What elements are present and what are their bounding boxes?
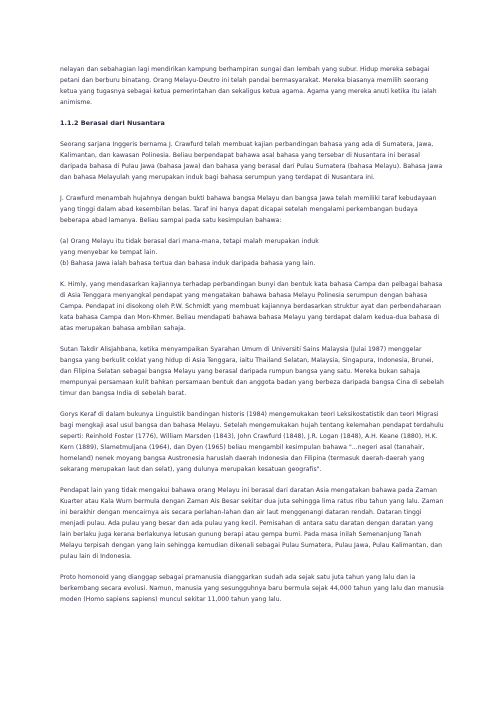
list-item-b: (b) Bahasa Jawa ialah bahasa tertua dan bahasa induk daripada bahasa yang lain. xyxy=(60,260,316,267)
list-item-a-line-2: yang menyebar ke tempat lain. xyxy=(60,249,158,256)
paragraph-gorys-keraf: Gorys Keraf di dalam bukunya Linguistik bandingan historis (1984) mengemukakan teori Leksikostatistik dan teori Migrasi bagi mengkaji asal usul bangsa dan bahasa Melayu. Setelah mengemukakan hujah tentang kelemahan pendapat terdahulu seperti: Reinhold Foster (1776), William Marsden (1843), John Crawfurd (1848), J.R. Logan (1848), A.H. Keane (1880), H.K. Kern (1889), Slametmuljana (1964), dan Dyen (1965) beliau mengambil kesimpulan bahawa "...negeri asal (tanahair, homeland) nenek moyang bangsa Austronesia haruslah daerah Indonesia dan Filipina (termasuk daerah-daerah yang sekarang merupakan laut dan selat), yang dulunya merupakan kesatuan geografis". xyxy=(60,411,444,473)
paragraph-ice-age: Pendapat lain yang tidak mengakui bahawa orang Melayu ini berasal dari daratan Asia mengatakan bahawa pada Zaman Kuarter atau Kala Wurn bermula dengan Zaman Ais Besar sekitar dua juta sehingga lima ratus ribu tahun yang lalu. Zaman ini berakhir dengan mencairnya ais secara perlahan-lahan dan air laut menggenangi dataran rendah. Dataran tinggi menjadi pulau. Ada pulau yang besar dan ada pulau yang kecil. Pemisahan di antara satu daratan dengan daratan yang lain berlaku juga kerana berlakunya letusan gunung berapi atau gempa bumi. Pada masa inilah Semenanjung Tanah Melayu terpisah dengan yang lain sehingga kemudian dikenali sebagai Pulau Sumatera, Pulau Jawa, Pulau Kalimantan, dan pulau lain di Indonesia. xyxy=(60,487,444,560)
paragraph-crawfurd-argument: J. Crawfurd menambah hujahnya dengan bukti bahawa bangsa Melayu dan bangsa Jawa telah memiliki taraf kebudayaan yang tinggi dalam abad kesembilan belas. Taraf ini hanya dapat dicapai setelah mengalami perkembangan budaya beberapa abad lamanya. Beliau sampai pada satu kesimpulan bahawa: xyxy=(60,195,437,224)
paragraph-crawfurd-comparison: Seorang sarjana Inggeris bernama J. Crawfurd telah membuat kajian perbandingan bahasa yang ada di Sumatera, Jawa, Kalimantan, dan kawasan Polinesia. Beliau berpendapat bahawa asal bahasa yang tersebar di Nusantara ini berasal daripada bahasa di Pulau Jawa (bahasa Jawa) dan bahasa yang berasal dari Pulau Sumatera (bahasa Melayu). Bahasa Jawa dan bahasa Melayulah yang merupakan induk bagi bahasa serumpun yang terdapat di Nusantara ini. xyxy=(60,141,443,181)
document-body xyxy=(60,64,445,615)
paragraph-himly: K. Himly, yang mendasarkan kajiannya terhadap perbandingan bunyi dan bentuk kata bahasa Campa dan pelbagai bahasa di Asia Tenggara menyangkal pendapat yang mengatakan bahawa bahasa Melayu Polinesia serumpun dengan bahasa Campa. Pendapat ini disokong oleh P.W. Schmidt yang membuat kajiannya berdasarkan struktur ayat dan perbendaharaan kata bahasa Campa dan Mon-Khmer. Beliau mendapati bahawa bahasa Melayu yang terdapat dalam kedua-dua bahasa di atas merupakan bahasa ambilan sahaja. xyxy=(60,281,443,332)
paragraph-alisjahbana: Sutan Takdir Alisjahbana, ketika menyampaikan Syarahan Umum di Universiti Sains Malaysia (Julai 1987) menggelar bangsa yang berkulit coklat yang hidup di Asia Tenggara, iaitu Thailand Selatan, Malaysia, Singapura, Indonesia, Brunei, dan Filipina Selatan sebagai bangsa Melayu yang berasal daripada rumpun bangsa yang satu. Mereka bukan sahaja mempunyai persamaan kulit bahkan persamaan bentuk dan anggota badan yang berbeza daripada bangsa Cina di sebelah timur dan bangsa India di sebelah barat. xyxy=(60,346,444,397)
intro-paragraph: nelayan dan sebahagian lagi mendirikan kampung berhampiran sungai dan lembah yang subur. Hidup mereka sebagai petani dan berburu binatang. Orang Melayu-Deutro ini telah pandai bermasyarakat. Mereka biasanya memilih seorang ketua yang tugasnya sebagai ketua pemerintahan dan sekaligus ketua agama. Agama yang mereka anuti ketika itu ialah animisme. xyxy=(60,66,437,106)
list-item-a-line-1: (a) Orang Melayu itu tidak berasal dari mana-mana, tetapi malah merupakan induk xyxy=(60,238,319,245)
section-heading: 1.1.2 Berasal dari Nusantara xyxy=(60,119,165,127)
paragraph-proto-homonoid: Proto homonoid yang dianggap sebagai pramanusia dianggarkan sudah ada sejak satu juta tahun yang lalu dan ia berkembang secara evolusi. Namun, manusia yang sesungguhnya baru bermula sejak 44,000 tahun yang lalu dan manusia moden (Homo sapiens sapiens) muncul sekitar 11,000 tahun yang lalu. xyxy=(60,574,444,603)
